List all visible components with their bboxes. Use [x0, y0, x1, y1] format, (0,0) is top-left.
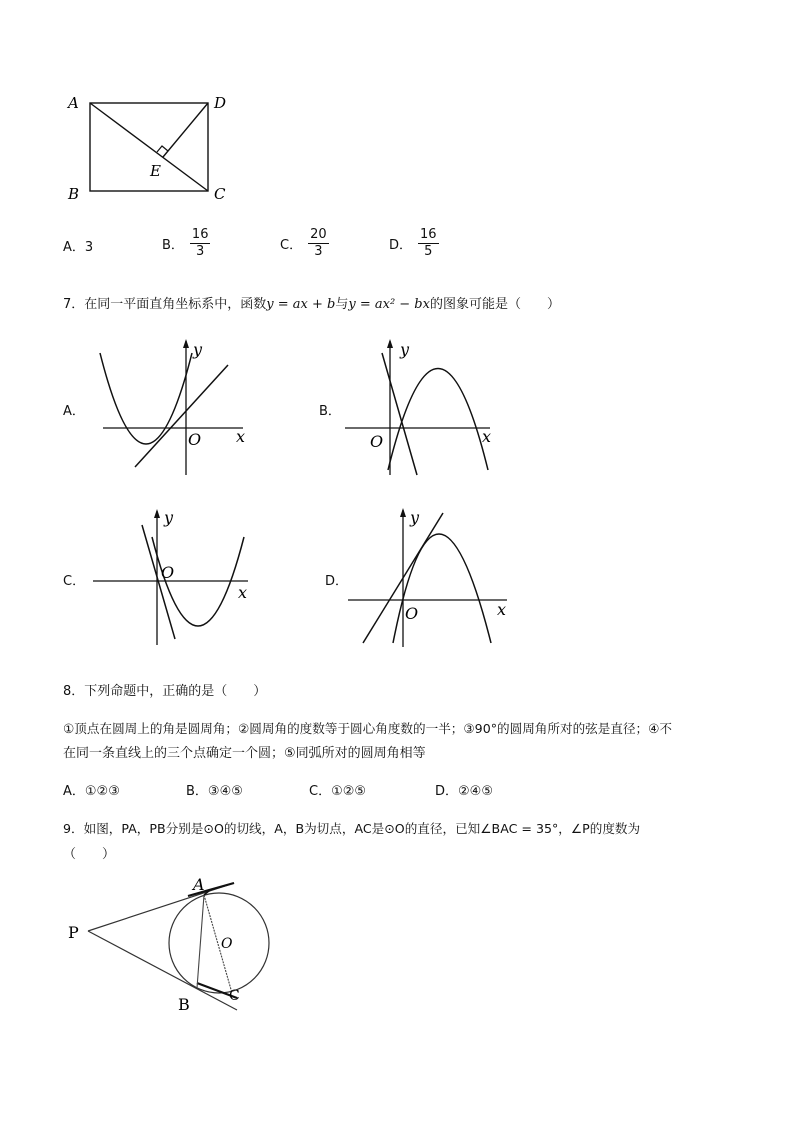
q7-graph-d	[345, 505, 515, 650]
q6-option-c-label: C．	[280, 238, 303, 253]
q6-option-d-fraction	[418, 227, 439, 260]
fig9-label-c: C	[229, 988, 240, 1004]
q8-option-d[interactable]	[435, 780, 493, 799]
q7d-y-label: y	[410, 508, 420, 527]
q7-graph-c	[90, 505, 255, 650]
q6-option-d[interactable]	[389, 227, 439, 260]
q7b-y-label: y	[400, 340, 410, 359]
q8-option-c[interactable]	[309, 780, 366, 799]
fig6-label-d: D	[214, 94, 227, 112]
q8-statements-line1: ①顶点在圆周上的角是圆周角；②圆周角的度数等于圆心角度数的一半；③90°的圆周角所对的弦是直径；④不	[63, 721, 673, 736]
q7-graph-b-label[interactable]: B．	[319, 404, 341, 419]
q7d-origin-label: O	[405, 604, 419, 623]
q7b-x-label: x	[482, 427, 492, 446]
fig9-label-o: O	[221, 936, 233, 952]
q8-option-b-label: B．	[186, 784, 208, 799]
q7-graph-d-label[interactable]: D．	[325, 574, 349, 589]
q9-stem-line1: 9．如图，PA，PB分别是⊙O的切线，A，B为切点，AC是⊙O的直径，已知∠BAC = 35°，∠P的度数为	[63, 821, 641, 836]
figure-circle-tangents	[62, 868, 282, 1018]
q7a-y-label: y	[193, 340, 203, 359]
fig6-label-c: C	[214, 185, 226, 203]
q7a-x-label: x	[236, 427, 246, 446]
q7c-y-label: y	[164, 508, 174, 527]
q8-option-c-label: C．	[309, 784, 332, 799]
q8-option-d-label: D．	[435, 784, 459, 799]
q7c-x-label: x	[238, 583, 248, 602]
fig9-label-a: A	[193, 875, 205, 894]
q7-stem	[63, 293, 560, 312]
figure-rectangle-abcd	[60, 88, 240, 208]
fig6-label-a: A	[68, 94, 79, 112]
q7d-x-label: x	[497, 600, 507, 619]
q6-option-a-value: 3	[84, 240, 94, 255]
q7-graph-b	[340, 335, 505, 480]
q7c-origin-label: O	[161, 563, 175, 582]
q7-graph-a-label[interactable]: A．	[63, 404, 85, 419]
q6-option-c[interactable]	[280, 227, 329, 260]
fig6-label-b: B	[68, 185, 80, 203]
q8-option-d-text: ②④⑤	[458, 784, 493, 799]
q8-option-a[interactable]	[63, 780, 120, 799]
q8-option-b-text: ③④⑤	[207, 784, 243, 799]
q8-option-a-text: ①②③	[84, 784, 120, 799]
q8-option-c-text: ①②⑤	[331, 784, 367, 799]
q6-option-d-label: D．	[389, 238, 413, 253]
q7-formula-quadratic: y = ax² − bx	[348, 297, 430, 312]
q6-option-d-num: 16	[420, 227, 437, 242]
q7-formula-linear: y = ax + b	[266, 297, 336, 312]
q7-mid: 与	[335, 297, 349, 312]
q6-option-c-den: 3	[314, 244, 323, 259]
q6-option-a[interactable]	[63, 236, 93, 255]
q6-option-b-den: 3	[196, 244, 205, 259]
q6-option-b[interactable]	[162, 227, 210, 260]
q6-option-c-num: 20	[310, 227, 327, 242]
q7-prefix: 7．在同一平面直角坐标系中，函数	[63, 297, 267, 312]
q7a-origin-label: O	[188, 430, 202, 449]
q6-option-d-den: 5	[424, 244, 433, 259]
q6-option-b-fraction	[190, 227, 211, 260]
q6-option-b-num: 16	[191, 227, 209, 242]
q6-option-c-fraction	[308, 227, 329, 260]
q7-graph-c-label[interactable]: C．	[63, 574, 86, 589]
q8-option-b[interactable]	[186, 780, 243, 799]
fig9-label-p: P	[68, 923, 79, 942]
q7-graph-a	[95, 335, 260, 480]
q7-suffix: 的图象可能是（ ）	[429, 297, 560, 312]
q8-statements-line2: 在同一条直线上的三个点确定一个圆；⑤同弧所对的圆周角相等	[63, 746, 426, 761]
q8-option-a-label: A．	[63, 784, 85, 799]
fig6-label-e: E	[150, 162, 161, 180]
q6-option-b-label: B．	[162, 238, 184, 253]
q7b-origin-label: O	[370, 432, 384, 451]
fig9-label-b: B	[178, 995, 190, 1014]
q9-stem-line2: （ ）	[63, 847, 116, 862]
q8-stem: 8．下列命题中，正确的是（ ）	[63, 684, 267, 699]
q6-option-a-label: A．	[63, 240, 85, 255]
